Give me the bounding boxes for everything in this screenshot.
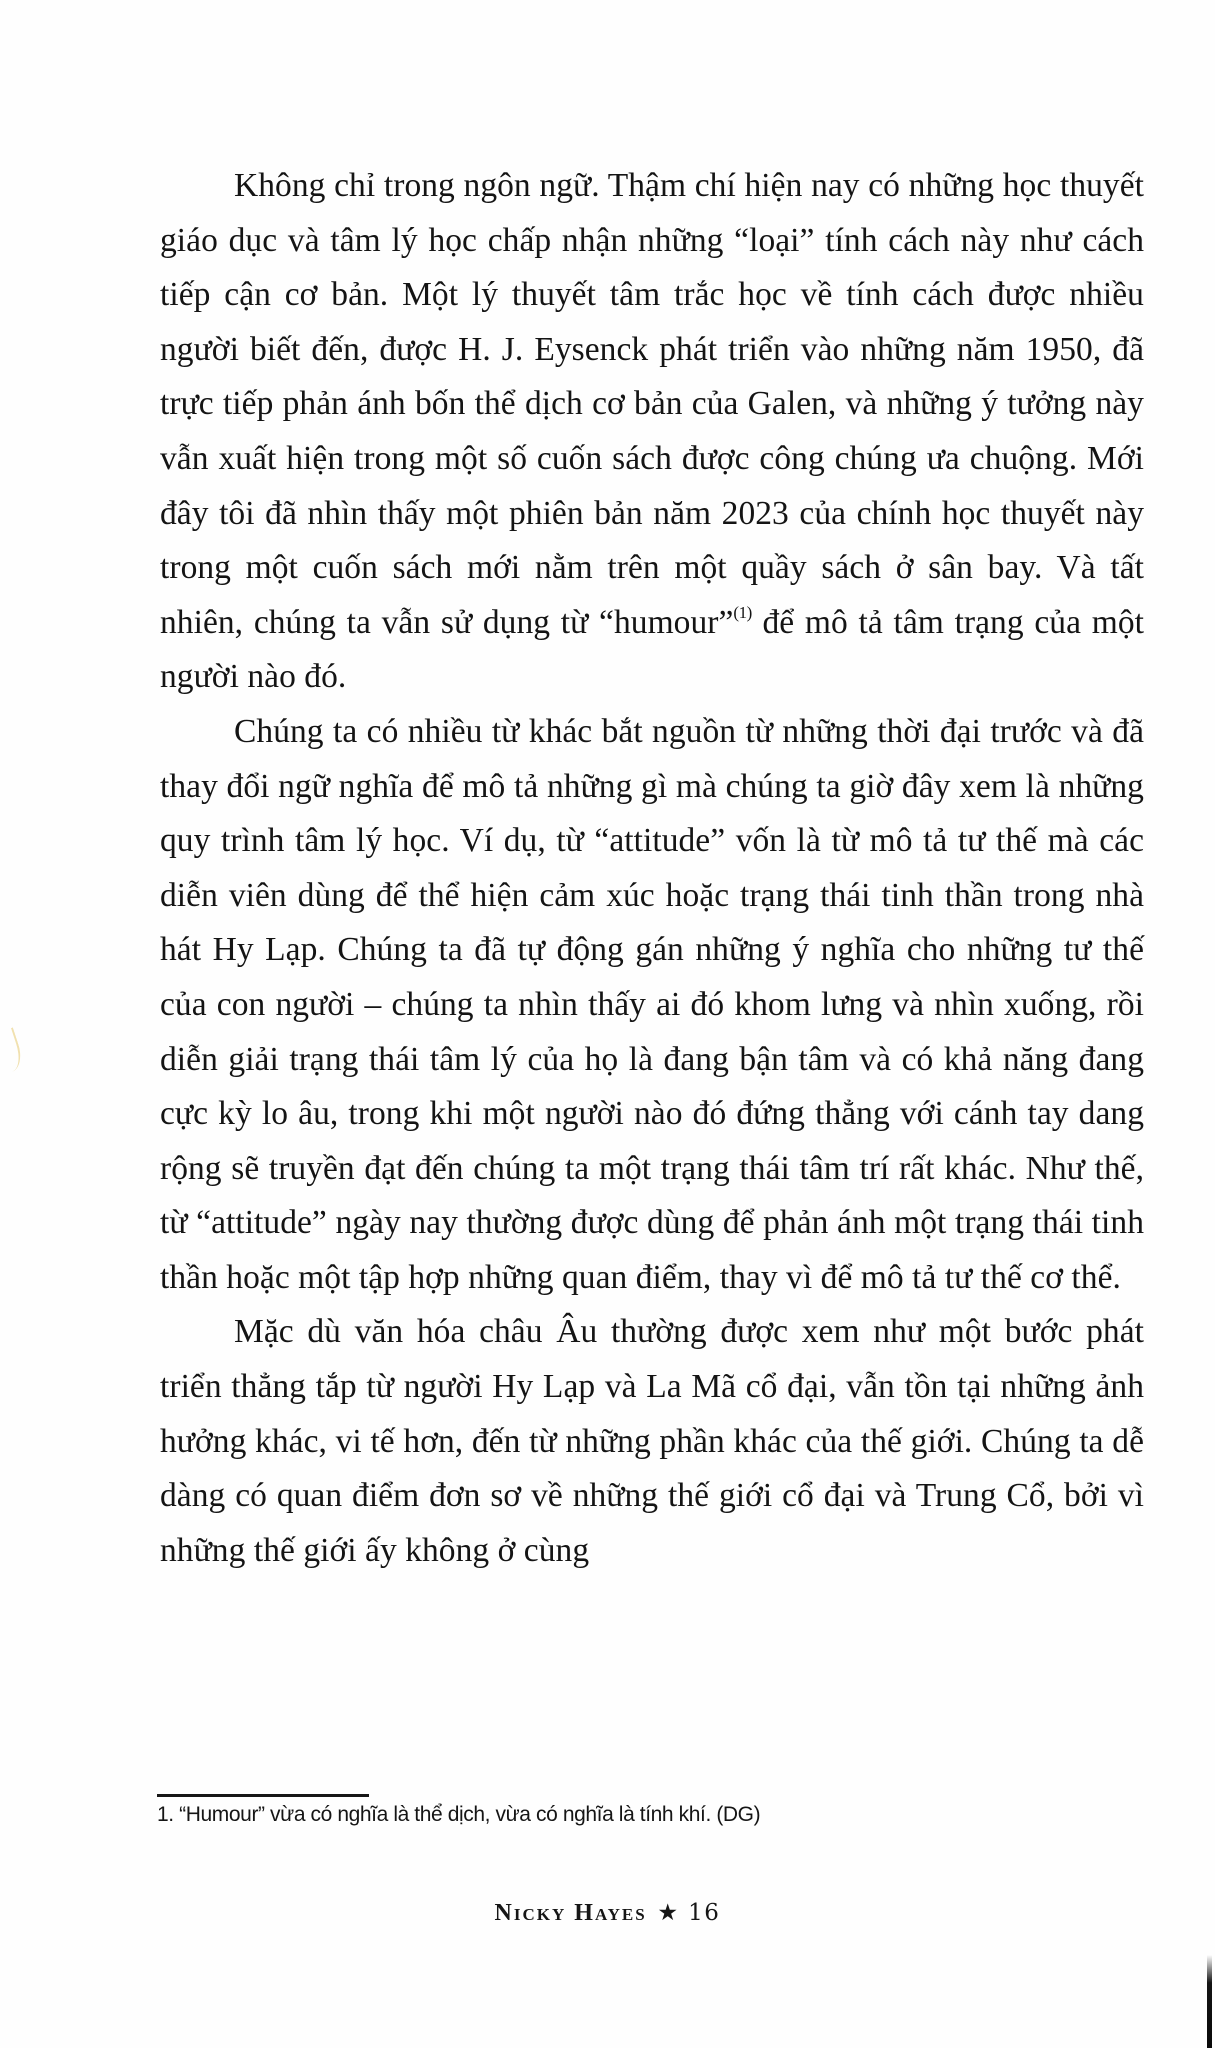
body-text xyxy=(160,159,1144,1578)
paragraph-1-text-end: để mô tả tâm trạng của một người nào đó. xyxy=(160,603,1144,696)
paragraph-1 xyxy=(160,159,1144,705)
footnote-divider xyxy=(157,1794,369,1797)
paragraph-2: Chúng ta có nhiều từ khác bắt nguồn từ những thời đại trước và đã thay đổi ngữ nghĩa để mô tả những gì mà chúng ta giờ đây xem là những quy trình tâm lý học. Ví dụ, từ “attitude” vốn là từ mô tả tư thế mà các diễn viên dùng để thể hiện cảm xúc hoặc trạng thái tinh thần trong nhà hát Hy Lạp. Chúng ta đã tự động gán những ý nghĩa cho những tư thế của con người – chúng ta nhìn thấy ai đó khom lưng và nhìn xuống, rồi diễn giải trạng thái tâm lý của họ là đang bận tâm và có khả năng đang cực kỳ lo âu, trong khi một người nào đó đứng thẳng với cánh tay dang rộng sẽ truyền đạt đến chúng ta một trạng thái tâm trí rất khác. Như thế, từ “attitude” ngày nay thường được dùng để phản ánh một trạng thái tinh thần hoặc một tập hợp những quan điểm, thay vì để mô tả tư thế cơ thể. xyxy=(160,712,1144,1296)
running-footer-author: Nicky Hayes xyxy=(494,1900,647,1926)
footnote-1: 1. “Humour” vừa có nghĩa là thể dịch, vừa có nghĩa là tính khí. (DG) xyxy=(157,1803,761,1826)
page-number: 16 xyxy=(688,1900,721,1926)
paragraph-1-text: Không chỉ trong ngôn ngữ. Thậm chí hiện nay có những học thuyết giáo dục và tâm lý học chấp nhận những “loại” tính cách này như cách tiếp cận cơ bản. Một lý thuyết tâm trắc học về tính cách được nhiều người biết đến, được H. J. Eysenck phát triển vào những năm 1950, đã trực tiếp phản ánh bốn thể dịch cơ bản của Galen, và những ý tưởng này vẫn xuất hiện trong một số cuốn sách được công chúng ưa chuộng. Mới đây tôi đã nhìn thấy một phiên bản năm 2023 của chính học thuyết này trong một cuốn sách mới nằm trên một quầy sách ở sân bay. Và tất nhiên, chúng ta vẫn sử dụng từ “humour” xyxy=(160,167,1144,641)
paragraph-3: Mặc dù văn hóa châu Âu thường được xem như một bước phát triển thẳng tắp từ người Hy Lạp và La Mã cổ đại, vẫn tồn tại những ảnh hưởng khác, vi tế hơn, đến từ những phần khác của thế giới. Chúng ta dễ dàng có quan điểm đơn sơ về những thế giới cổ đại và Trung Cổ, bởi vì những thế giới ấy không ở cùng xyxy=(160,1313,1144,1569)
footnote-reference: (1) xyxy=(733,602,752,622)
star-icon: ★ xyxy=(658,1902,679,1924)
page-footer xyxy=(0,1900,1215,1927)
paper-smudge-mark xyxy=(0,1027,26,1074)
page-edge-shadow xyxy=(1207,1955,1212,2048)
